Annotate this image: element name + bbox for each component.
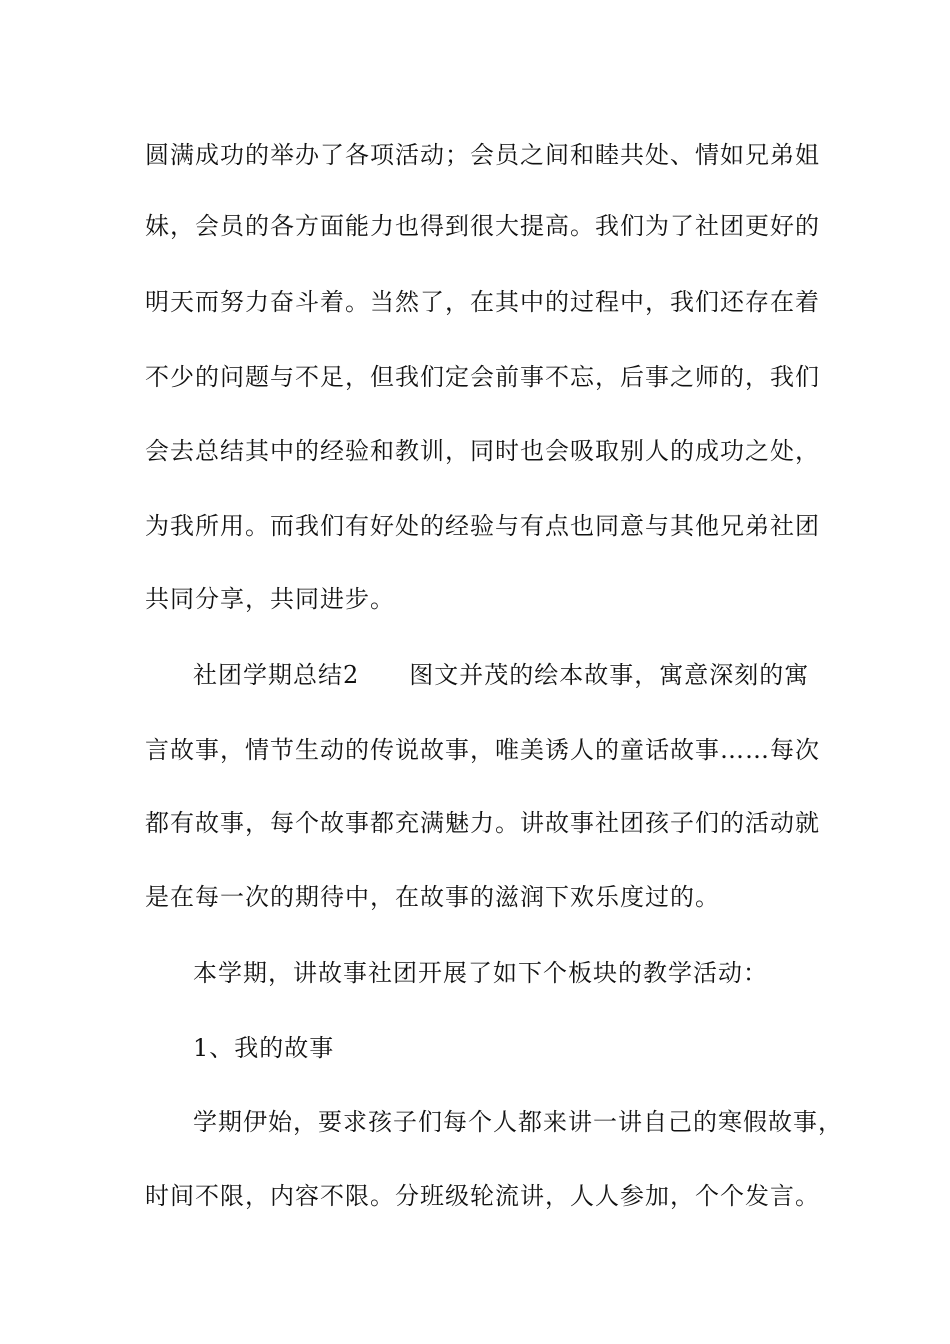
text-line: 会去总结其中的经验和教训，同时也会吸取别人的成功之处， — [145, 437, 820, 465]
list-heading: 1、我的故事 — [193, 1034, 335, 1062]
text-line: 是在每一次的期待中，在故事的滋润下欢乐度过的。 — [145, 883, 720, 911]
text-line: 不少的问题与不足，但我们定会前事不忘，后事之师的，我们 — [145, 363, 820, 391]
section-heading-line: 社团学期总结2 图文并茂的绘本故事，寓意深刻的寓 — [193, 661, 810, 689]
text-line: 都有故事，每个故事都充满魅力。讲故事社团孩子们的活动就 — [145, 809, 820, 837]
text-line: 学期伊始，要求孩子们每个人都来讲一讲自己的寒假故事， — [193, 1108, 843, 1136]
text-line: 为我所用。而我们有好处的经验与有点也同意与其他兄弟社团 — [145, 512, 820, 540]
text-line: 明天而努力奋斗着。当然了，在其中的过程中，我们还存在着 — [145, 288, 820, 316]
text-line: 时间不限，内容不限。分班级轮流讲，人人参加，个个发言。 — [145, 1182, 820, 1210]
text-line: 共同分享，共同进步。 — [145, 585, 395, 613]
text-line: 言故事，情节生动的传说故事，唯美诱人的童话故事……每次 — [145, 736, 820, 764]
text-line: 妹，会员的各方面能力也得到很大提高。我们为了社团更好的 — [145, 212, 820, 240]
text-line: 本学期，讲故事社团开展了如下个板块的教学活动： — [193, 959, 768, 987]
text-line: 圆满成功的举办了各项活动；会员之间和睦共处、情如兄弟姐 — [145, 141, 820, 169]
